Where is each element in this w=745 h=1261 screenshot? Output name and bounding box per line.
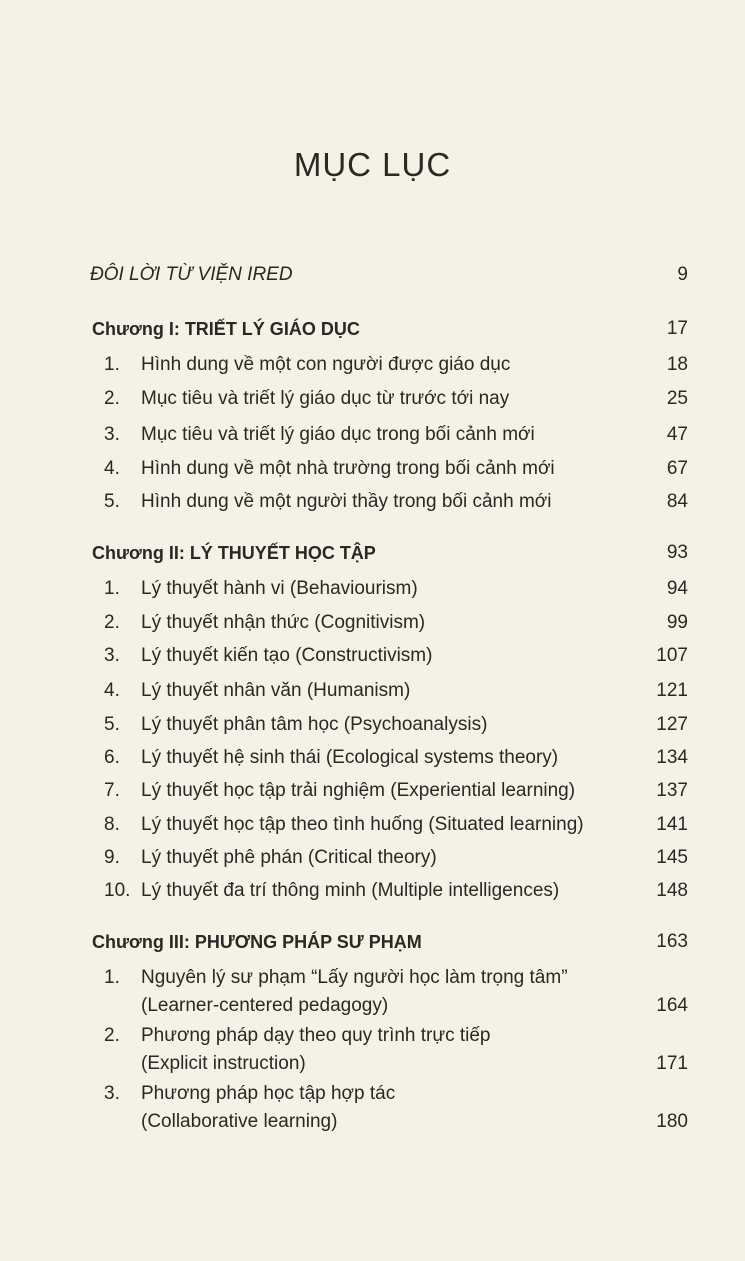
toc-page-number: 9 [677, 264, 688, 285]
toc-page-number: 25 [666, 388, 688, 409]
toc-entry[interactable] [92, 385, 688, 413]
toc-page-number: 171 [656, 1053, 688, 1074]
toc-page-number: 94 [666, 578, 688, 599]
entry-text: Lý thuyết học tập theo tình huống (Situated learning) [141, 814, 584, 835]
toc-entry[interactable] [92, 609, 688, 637]
toc-entry[interactable] [92, 844, 688, 872]
toc-entry[interactable] [92, 964, 688, 1020]
entry-text: Lý thuyết hệ sinh thái (Ecological systems theory) [141, 747, 559, 768]
toc-page-number: 67 [666, 458, 688, 479]
toc-page-number: 107 [656, 645, 688, 666]
toc-entry[interactable] [92, 488, 688, 516]
toc-page-number: 180 [656, 1111, 688, 1132]
toc-page-number: 134 [656, 747, 688, 768]
toc-entry[interactable] [92, 877, 688, 905]
toc-page-number: 121 [656, 680, 688, 701]
entry-text: Hình dung về một người thầy trong bối cảnh mới [141, 491, 552, 512]
entry-text-continued: (Learner-centered pedagogy) [141, 995, 389, 1016]
toc-entry[interactable] [92, 744, 688, 772]
entry-number: 1. [104, 354, 120, 375]
toc-entry-intro[interactable] [92, 261, 688, 289]
entry-text: Lý thuyết hành vi (Behaviourism) [141, 578, 418, 599]
entry-text: Lý thuyết nhận thức (Cognitivism) [141, 612, 426, 633]
entry-number: 3. [104, 645, 120, 666]
entry-text: Nguyên lý sư phạm “Lấy người học làm trọng tâm” [141, 967, 568, 988]
toc-page-number: 93 [666, 542, 688, 563]
entry-text-continued: (Collaborative learning) [141, 1111, 338, 1132]
toc-entry[interactable] [92, 777, 688, 805]
toc-entry[interactable] [92, 575, 688, 603]
toc-entry[interactable] [92, 642, 688, 670]
entry-number: 7. [104, 780, 120, 801]
entry-number: 2. [104, 612, 120, 633]
entry-text: Lý thuyết nhân văn (Humanism) [141, 680, 411, 701]
entry-text: Lý thuyết kiến tạo (Constructivism) [141, 645, 433, 666]
entry-text: Lý thuyết học tập trải nghiệm (Experiential learning) [141, 780, 576, 801]
toc-entry-label: ĐÔI LỜI TỪ VIỆN IRED [90, 264, 293, 285]
toc-page-number: 141 [656, 814, 688, 835]
toc-entry[interactable] [92, 1080, 688, 1136]
entry-number: 2. [104, 1025, 120, 1046]
entry-number: 3. [104, 424, 120, 445]
toc-entry[interactable] [92, 711, 688, 739]
entry-number: 1. [104, 967, 120, 988]
toc-page-number: 84 [666, 491, 688, 512]
entry-text: Mục tiêu và triết lý giáo dục trong bối cảnh mới [141, 424, 535, 445]
entry-text-continued: (Explicit instruction) [141, 1053, 306, 1074]
chapter-heading[interactable] [92, 315, 688, 343]
entry-number: 2. [104, 388, 120, 409]
entry-number: 3. [104, 1083, 120, 1104]
entry-number: 4. [104, 680, 120, 701]
chapter-title: Chương I: TRIẾT LÝ GIÁO DỤC [92, 319, 360, 339]
toc-page-number: 163 [656, 931, 688, 952]
chapter-title: Chương III: PHƯƠNG PHÁP SƯ PHẠM [92, 932, 422, 952]
entry-text: Hình dung về một nhà trường trong bối cảnh mới [141, 458, 555, 479]
toc-entry[interactable] [92, 1022, 688, 1078]
entry-number: 1. [104, 578, 120, 599]
toc-page-number: 47 [666, 424, 688, 445]
entry-text: Phương pháp dạy theo quy trình trực tiếp [141, 1025, 491, 1046]
entry-number: 9. [104, 847, 120, 868]
toc-page-number: 164 [656, 995, 688, 1016]
toc-page-number: 18 [666, 354, 688, 375]
page-title: MỤC LỤC [293, 146, 452, 183]
toc-page-number: 99 [666, 612, 688, 633]
chapter-heading[interactable] [92, 928, 688, 956]
chapter-heading[interactable] [92, 539, 688, 567]
entry-text: Phương pháp học tập hợp tác [141, 1083, 396, 1104]
entry-text: Lý thuyết phân tâm học (Psychoanalysis) [141, 714, 488, 735]
entry-number: 10. [104, 880, 131, 901]
toc-page-number: 17 [666, 318, 688, 339]
entry-text: Lý thuyết phê phán (Critical theory) [141, 847, 437, 868]
toc-entry[interactable] [92, 421, 688, 449]
entry-text: Lý thuyết đa trí thông minh (Multiple intelligences) [141, 880, 560, 901]
entry-number: 4. [104, 458, 120, 479]
toc-page-number: 145 [656, 847, 688, 868]
toc-entry[interactable] [92, 811, 688, 839]
entry-text: Mục tiêu và triết lý giáo dục từ trước tới nay [141, 388, 510, 409]
entry-number: 5. [104, 491, 120, 512]
toc-entry[interactable] [92, 351, 688, 379]
entry-text: Hình dung về một con người được giáo dục [141, 354, 511, 375]
toc-entry[interactable] [92, 455, 688, 483]
toc-page-number: 127 [656, 714, 688, 735]
entry-number: 6. [104, 747, 120, 768]
chapter-title: Chương II: LÝ THUYẾT HỌC TẬP [92, 543, 376, 563]
toc-page-number: 148 [656, 880, 688, 901]
entry-number: 8. [104, 814, 120, 835]
toc-entry[interactable] [92, 677, 688, 705]
entry-number: 5. [104, 714, 120, 735]
toc-page-number: 137 [656, 780, 688, 801]
